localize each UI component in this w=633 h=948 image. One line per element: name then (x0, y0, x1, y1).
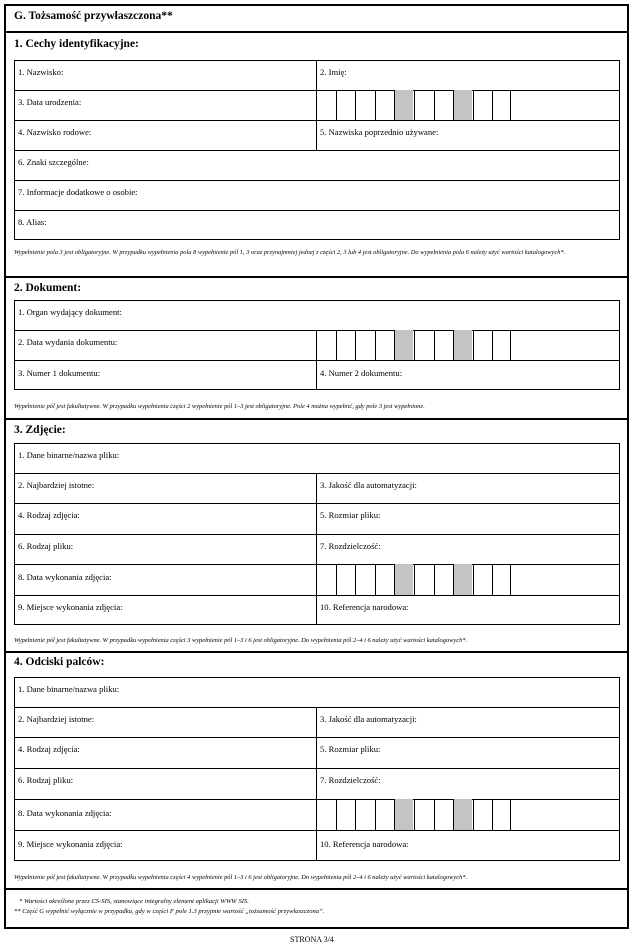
date-digit-cell[interactable] (434, 564, 453, 595)
s1-birthdate-input[interactable] (316, 90, 515, 120)
date-digit-cell[interactable] (355, 90, 374, 120)
date-digit-cell[interactable] (355, 799, 374, 830)
footnote-1: * Wartości określone przez CS-SIS, stanowiące integralny element aplikacji WWW SIS. (19, 898, 249, 905)
s4-file-size-field[interactable]: 5. Rozmiar pliku: (320, 744, 381, 754)
row-divider (14, 150, 620, 151)
row-divider (14, 360, 620, 361)
s4-most-relevant-field[interactable]: 2. Najbardziej istotne: (18, 714, 95, 724)
date-digit-cell[interactable] (473, 799, 492, 830)
date-separator-cell (453, 330, 472, 360)
date-separator-cell (394, 90, 413, 120)
s4-national-ref-field[interactable]: 10. Referencja narodowa: (320, 839, 409, 849)
date-digit-cell[interactable] (473, 90, 492, 120)
date-separator-cell (453, 799, 472, 830)
footnote-2: ** Część G wypełnić wyłącznie w przypadku, gdy w części F pole 1.3 przyjmie wartość „tożsamość przywłaszczona”. (14, 908, 325, 915)
s2-note: Wypełnienie pól jest fakultatywne. W przypadku wypełnienia części 2 wypełnienie pól 1–3 jest obligatoryjne. Pole 4 można wypełnić, gdy pole 3 jest wypełnione. (14, 403, 425, 410)
date-digit-cell[interactable] (414, 799, 433, 830)
s4-photo-type-field[interactable]: 4. Rodzaj zdjęcia: (18, 744, 80, 754)
date-digit-cell[interactable] (375, 564, 394, 595)
date-digit-cell[interactable] (434, 90, 453, 120)
date-digit-cell[interactable] (336, 90, 355, 120)
row-divider (14, 737, 620, 738)
s3-national-ref-field[interactable]: 10. Referencja narodowa: (320, 602, 409, 612)
date-digit-cell[interactable] (355, 330, 374, 360)
section-divider (5, 276, 628, 278)
s2-issue-date-field: 2. Data wydania dokumentu: (18, 337, 118, 347)
s3-file-type-field[interactable]: 6. Rodzaj pliku: (18, 541, 74, 551)
s1-firstname-field[interactable]: 2. Imię: (320, 67, 347, 77)
row-divider (14, 120, 620, 121)
col-divider (316, 707, 317, 861)
s4-field-box (14, 677, 620, 861)
row-divider (14, 503, 620, 504)
date-digit-cell[interactable] (336, 564, 355, 595)
date-digit-cell[interactable] (316, 564, 335, 595)
date-digit-cell[interactable] (316, 330, 335, 360)
page-number: STRONA 3/4 (290, 935, 334, 944)
section-3-title: 3. Zdjęcie: (14, 424, 66, 436)
section-divider (5, 888, 628, 890)
date-digit-cell[interactable] (355, 564, 374, 595)
row-divider (14, 830, 620, 831)
row-divider (14, 595, 620, 596)
section-divider (5, 418, 628, 420)
date-separator-cell (453, 90, 472, 120)
date-digit-cell[interactable] (414, 90, 433, 120)
s1-previous-names-field[interactable]: 5. Nazwiska poprzednio używane: (320, 127, 439, 137)
s4-date-taken-input[interactable] (316, 799, 515, 830)
date-digit-cell[interactable] (473, 564, 492, 595)
s3-date-taken-input[interactable] (316, 564, 515, 595)
date-digit-cell[interactable] (434, 799, 453, 830)
date-digit-cell[interactable] (414, 330, 433, 360)
s1-alias-field[interactable]: 8. Alias: (18, 217, 47, 227)
s3-resolution-field[interactable]: 7. Rozdzielczość: (320, 541, 381, 551)
date-separator-cell (394, 330, 413, 360)
section-4-title: 4. Odciski palców: (14, 656, 105, 668)
section-1-title: 1. Cechy identyfikacyjne: (14, 38, 139, 50)
s2-number1-field[interactable]: 3. Numer 1 dokumentu: (18, 368, 101, 378)
s2-issuer-field[interactable]: 1. Organ wydający dokument: (18, 307, 122, 317)
s3-binary-field[interactable]: 1. Dane binarne/nazwa pliku: (18, 450, 120, 460)
s3-date-taken-field: 8. Data wykonania zdjęcia: (18, 572, 112, 582)
date-digit-cell[interactable] (336, 799, 355, 830)
s2-issue-date-input[interactable] (316, 330, 515, 360)
row-divider (14, 534, 620, 535)
s3-most-relevant-field[interactable]: 2. Najbardziej istotne: (18, 480, 95, 490)
s1-note: Wypełnienie pola 3 jest obligatoryjne. W przypadku wypełnienia pola 8 wypełnienie pól 1, 3 oraz przynajmniej jednej z części 2, 3 lub 4 jest obligatoryjne. Do wypełnienia pola 6 należy użyć wartości katalogowych*. (14, 249, 566, 256)
date-digit-cell[interactable] (434, 330, 453, 360)
date-digit-cell[interactable] (492, 90, 511, 120)
s1-marks-field[interactable]: 6. Znaki szczególne: (18, 157, 89, 167)
date-digit-cell[interactable] (316, 90, 335, 120)
date-digit-cell[interactable] (375, 799, 394, 830)
s4-binary-field[interactable]: 1. Dane binarne/nazwa pliku: (18, 684, 120, 694)
s4-date-taken-field: 8. Data wykonania zdjęcia: (18, 808, 112, 818)
date-digit-cell[interactable] (492, 799, 511, 830)
date-digit-cell[interactable] (336, 330, 355, 360)
date-digit-cell[interactable] (414, 564, 433, 595)
s4-file-type-field[interactable]: 6. Rodzaj pliku: (18, 775, 74, 785)
row-divider (14, 707, 620, 708)
s3-note: Wypełnienie pól jest fakultatywne. W przypadku wypełnienia części 3 wypełnienie pól 1–3 i 6 jest obligatoryjne. Do wypełnienia pól 2–4 i 6 należy użyć wartości katalogowych*. (14, 637, 468, 644)
s4-quality-field[interactable]: 3. Jakość dla automatyzacji: (320, 714, 417, 724)
s1-birthdate-field: 3. Data urodzenia: (18, 97, 82, 107)
s4-note: Wypełnienie pól jest fakultatywne. W przypadku wypełnienia części 4 wypełnienie pól 1–3 i 6 jest obligatoryjne. Do wypełnienia pól 2–4 i 6 należy użyć wartości katalogowych*. (14, 874, 468, 881)
s3-file-size-field[interactable]: 5. Rozmiar pliku: (320, 510, 381, 520)
divider (5, 31, 628, 33)
date-digit-cell[interactable] (375, 330, 394, 360)
row-divider (14, 180, 620, 181)
col-divider (316, 473, 317, 625)
date-separator-cell (394, 799, 413, 830)
row-divider (14, 210, 620, 211)
row-divider (14, 473, 620, 474)
s3-place-taken-field[interactable]: 9. Miejsce wykonania zdjęcia: (18, 602, 123, 612)
date-digit-cell[interactable] (316, 799, 335, 830)
s2-number2-field[interactable]: 4. Numer 2 dokumentu: (320, 368, 403, 378)
date-digit-cell[interactable] (492, 330, 511, 360)
s4-resolution-field[interactable]: 7. Rozdzielczość: (320, 775, 381, 785)
s1-surname-field[interactable]: 1. Nazwisko: (18, 67, 64, 77)
s4-place-taken-field[interactable]: 9. Miejsce wykonania zdjęcia: (18, 839, 123, 849)
s1-birthname-field[interactable]: 4. Nazwisko rodowe: (18, 127, 92, 137)
date-digit-cell[interactable] (492, 564, 511, 595)
section-2-title: 2. Dokument: (14, 282, 82, 294)
date-digit-cell[interactable] (473, 330, 492, 360)
section-g-title: G. Tożsamość przywłaszczona** (14, 10, 173, 22)
s3-photo-type-field[interactable]: 4. Rodzaj zdjęcia: (18, 510, 80, 520)
date-digit-cell[interactable] (375, 90, 394, 120)
date-separator-cell (394, 564, 413, 595)
row-divider (14, 768, 620, 769)
s3-quality-field[interactable]: 3. Jakość dla automatyzacji: (320, 480, 417, 490)
section-divider (5, 651, 628, 653)
s1-additional-info-field[interactable]: 7. Informacje dodatkowe o osobie: (18, 187, 138, 197)
date-separator-cell (453, 564, 472, 595)
